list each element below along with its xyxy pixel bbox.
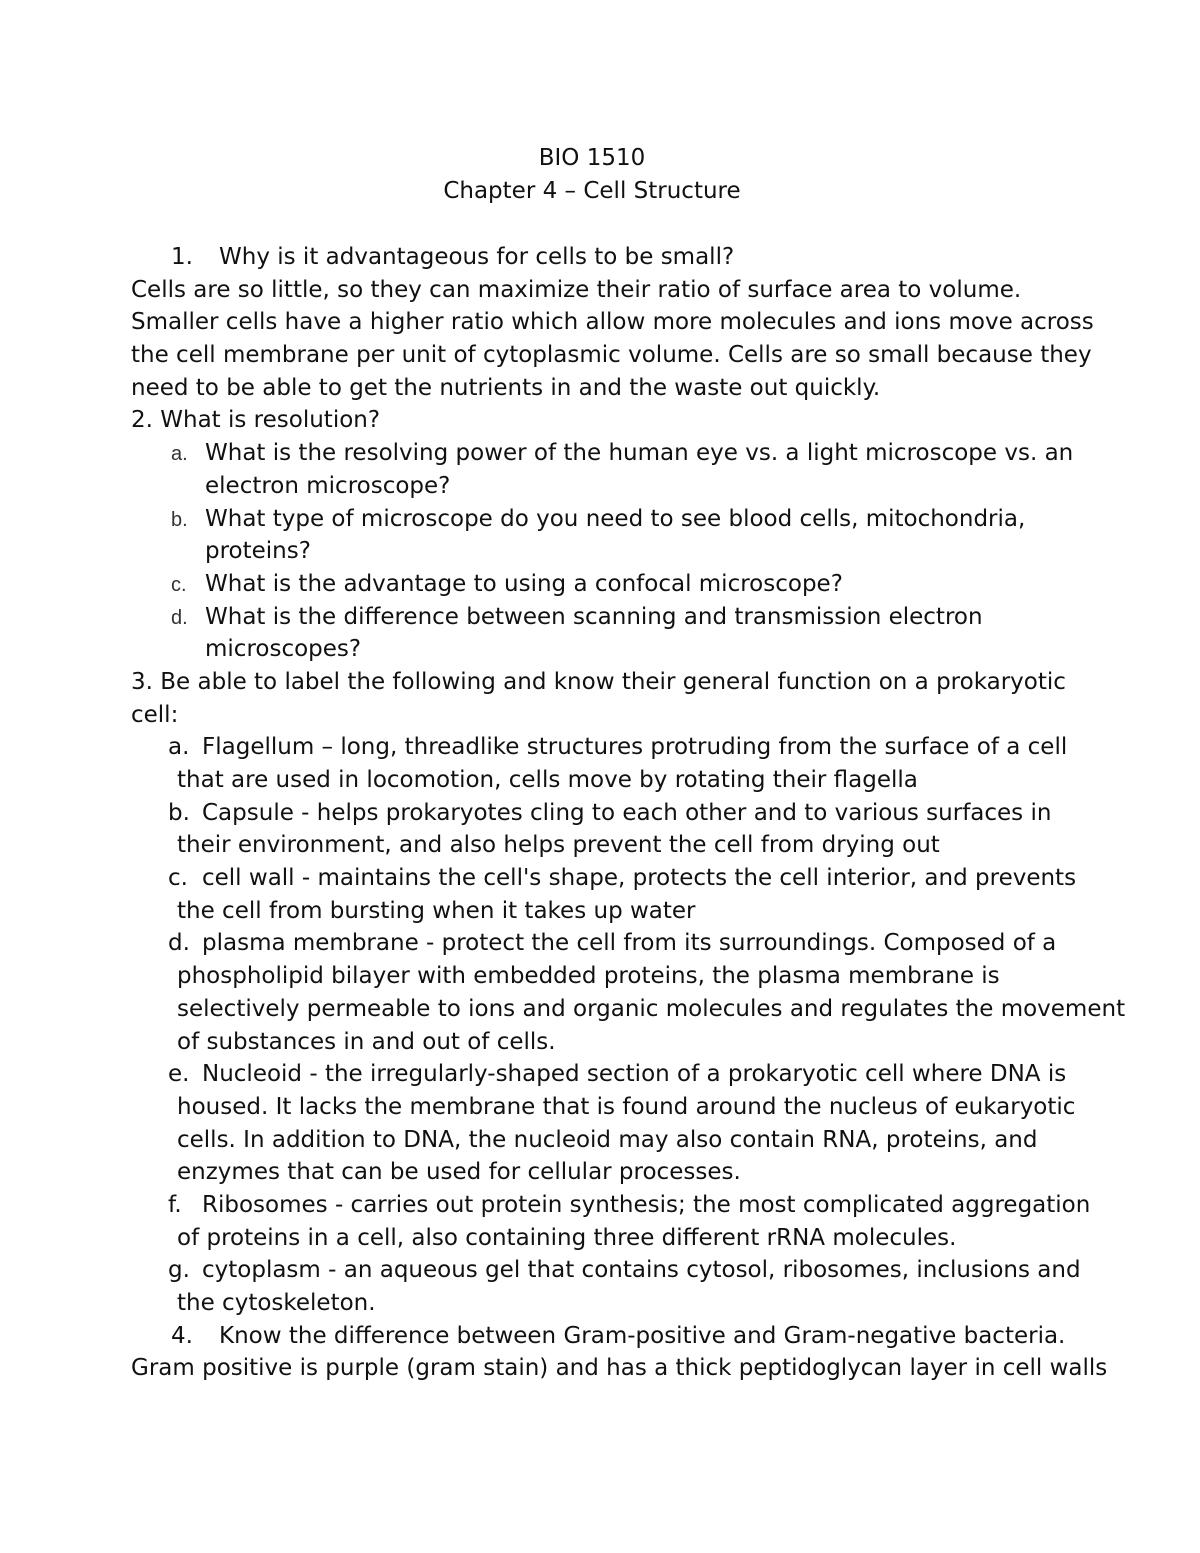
list-item-cell-wall [131, 862, 1077, 895]
list-text: Capsule - helps prokaryotes cling to each other and to various surfaces in [202, 799, 1052, 826]
chapter-title: Chapter 4 – Cell Structure [443, 178, 741, 204]
list-marker: f. [168, 1191, 182, 1218]
list-item-ribosomes [131, 1189, 1091, 1222]
document-header [0, 142, 1184, 208]
sub-text-continued: microscopes? [205, 636, 362, 663]
sub-marker: d. [171, 606, 188, 629]
question-3-title: 3. Be able to label the following and know their general function on a prokaryotic [131, 668, 1066, 695]
list-text-continued: cells. In addition to DNA, the nucleoid may also contain RNA, proteins, and [177, 1126, 1038, 1153]
list-item-cytoplasm [131, 1254, 1081, 1287]
question-1-number: 1. [171, 244, 193, 270]
list-text: Ribosomes - carries out protein synthesis; the most complicated aggregation [202, 1191, 1091, 1218]
question-2d [131, 601, 1071, 634]
question-1-text: Why is it advantageous for cells to be small? [219, 244, 735, 270]
answer-4-line: Gram positive is purple (gram stain) and has a thick peptidoglycan layer in cell walls [131, 1355, 1108, 1382]
list-text-continued: the cytoskeleton. [177, 1290, 376, 1316]
question-2-title: 2. What is resolution? [131, 407, 381, 434]
sub-text-continued: proteins? [205, 538, 311, 565]
list-text-continued: phospholipid bilayer with embedded proteins, the plasma membrane is [177, 963, 1000, 990]
list-marker: c. [168, 865, 188, 892]
list-text-continued: that are used in locomotion, cells move by rotating their flagella [177, 767, 918, 793]
list-text-continued: selectively permeable to ions and organic molecules and regulates the movement [177, 995, 1126, 1022]
sub-text: What type of microscope do you need to see blood cells, mitochondria, [205, 505, 1026, 532]
answer-1-line: the cell membrane per unit of cytoplasmic volume. Cells are so small because they [131, 342, 1092, 369]
question-4 [131, 1320, 1071, 1353]
list-text-continued: housed. It lacks the membrane that is found around the nucleus of eukaryotic [177, 1093, 1076, 1120]
list-marker: d. [168, 930, 190, 957]
list-item-nucleoid [131, 1058, 1071, 1091]
list-item-capsule [131, 797, 1071, 830]
answer-1-line: Smaller cells have a higher ratio which allow more molecules and ions move across [131, 309, 1094, 336]
question-4-text: Know the difference between Gram-positive and Gram-negative bacteria. [219, 1322, 1066, 1349]
sub-text: What is the resolving power of the human eye vs. a light microscope vs. an [205, 440, 1074, 467]
sub-marker: b. [171, 508, 188, 531]
list-text: Nucleoid - the irregularly-shaped section of a prokaryotic cell where DNA is [202, 1061, 1067, 1088]
question-4-number: 4. [171, 1322, 193, 1349]
question-1 [131, 241, 1071, 274]
answer-1-line: need to be able to get the nutrients in and the waste out quickly. [131, 374, 881, 401]
document-body [131, 241, 1126, 1385]
sub-text: What is the advantage to using a confocal microscope? [205, 570, 843, 597]
answer-1-line: Cells are so little, so they can maximize their ratio of surface area to volume. [131, 276, 1022, 303]
question-2b [131, 503, 1071, 536]
list-text-continued: the cell from bursting when it takes up water [177, 897, 696, 924]
list-marker: a. [168, 734, 190, 761]
list-marker: e. [168, 1061, 190, 1088]
sub-text-continued: electron microscope? [205, 472, 451, 499]
list-text: cytoplasm - an aqueous gel that contains cytosol, ribosomes, inclusions and [202, 1257, 1081, 1284]
sub-marker: a. [171, 443, 188, 466]
list-text-continued: enzymes that can be used for cellular processes. [177, 1159, 741, 1186]
list-text-continued: of substances in and out of cells. [177, 1028, 556, 1055]
list-text: cell wall - maintains the cell's shape, protects the cell interior, and prevents [202, 865, 1077, 892]
sub-text: What is the difference between scanning and transmission electron [205, 603, 983, 630]
list-text-continued: their environment, and also helps prevent the cell from drying out [177, 832, 940, 859]
list-text: Flagellum – long, threadlike structures protruding from the surface of a cell [202, 734, 1068, 761]
list-marker: g. [168, 1257, 190, 1284]
question-3-title-continued: cell: [131, 701, 179, 728]
list-item-flagellum [131, 731, 1071, 764]
question-2a [131, 437, 1074, 470]
sub-marker: c. [171, 573, 187, 596]
list-item-plasma-membrane [131, 927, 1071, 960]
list-marker: b. [168, 799, 190, 826]
question-2c [131, 568, 1071, 601]
list-text: plasma membrane - protect the cell from its surroundings. Composed of a [202, 930, 1057, 957]
list-text-continued: of proteins in a cell, also containing three different rRNA molecules. [177, 1224, 957, 1251]
course-title: BIO 1510 [538, 145, 646, 171]
